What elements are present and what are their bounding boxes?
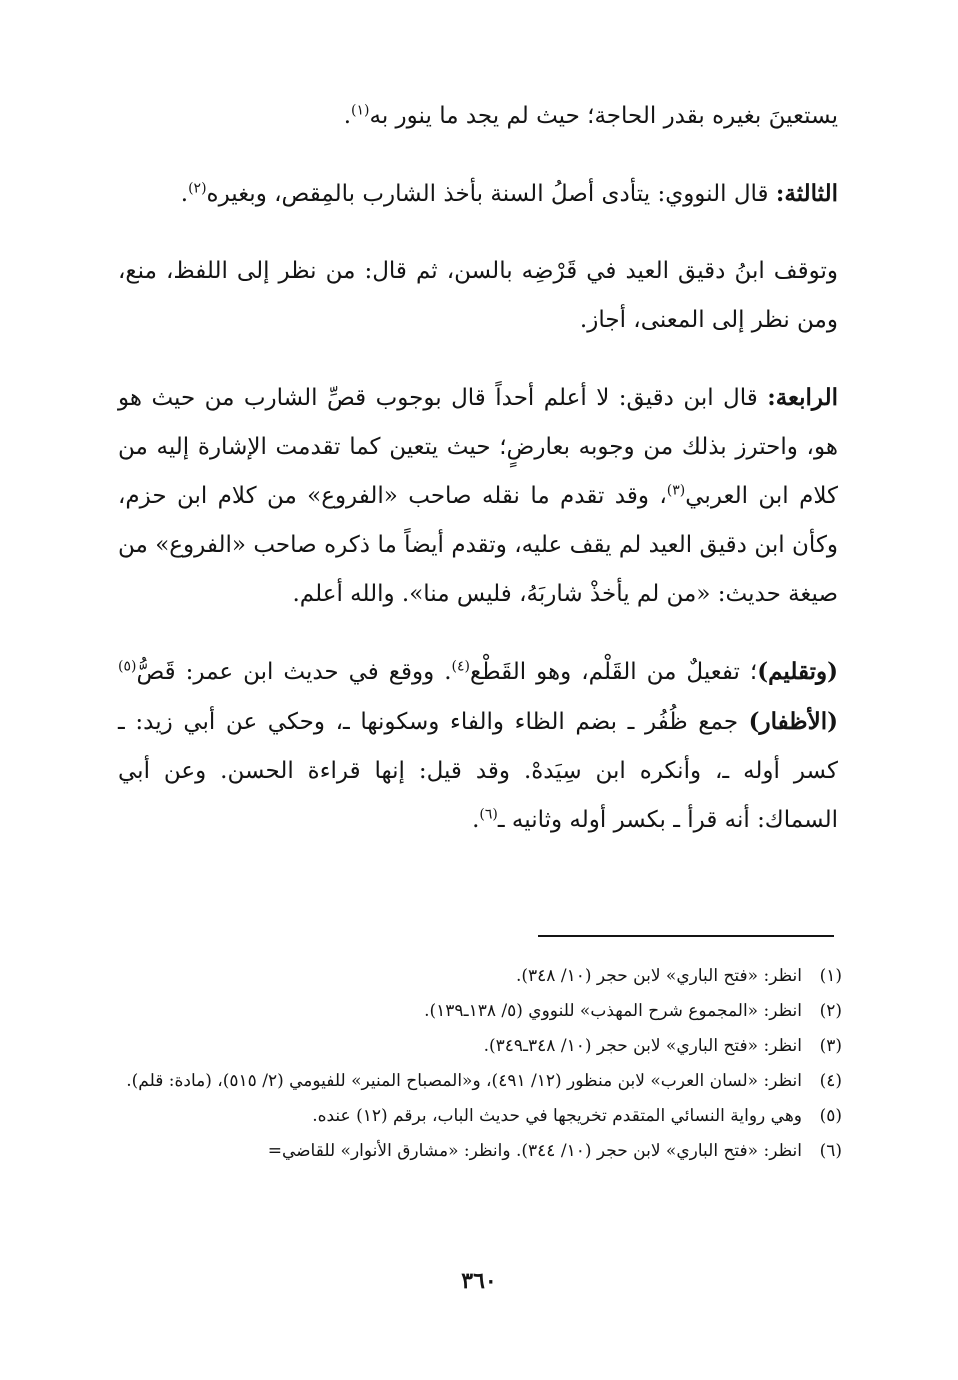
footnote-number: (٤) [819, 1071, 842, 1091]
footnote-1 [112, 962, 842, 991]
footnote-4 [112, 1067, 842, 1096]
footnotes [112, 962, 842, 1172]
page-number: ٣٦٠ [461, 1268, 497, 1294]
footnote-text: انظر: «فتح الباري» لابن حجر (١٠/ ٣٤٨ـ٣٤٩). [483, 1036, 802, 1056]
paragraph-2-heading: الثالثة: [775, 180, 838, 207]
paragraph-4-heading: الرابعة: [767, 384, 838, 411]
footnote-2 [112, 997, 842, 1026]
paragraph-4 [118, 373, 838, 619]
footnote-text: انظر: «فتح الباري» لابن حجر (١٠/ ٣٤٤). وانظر: «مشارق الأنوار» للقاضي= [267, 1141, 802, 1161]
footnote-separator [538, 935, 834, 937]
footnote-3 [112, 1032, 842, 1061]
paragraph-4-tail: ، وقد تقدم ما نقله صاحب «الفروع» من كلام ابن حزم، وكأن ابن دقيق العيد لم يقف عليه، وتقدم أيضاً ما ذكره صاحب «الفروع» من صيغة حديث: «من لم يأخذْ شاربَهُ، فليس منا». والله أعلم. [118, 483, 838, 607]
footnote-6 [112, 1137, 842, 1166]
footnote-number: (٣) [819, 1036, 842, 1056]
main-text [118, 92, 838, 845]
paragraph-2 [118, 169, 838, 219]
footnote-text: انظر: «المجموع شرح المهذب» للنووي (٥/ ١٣٨ـ١٣٩). [424, 1001, 802, 1021]
footnote-number: (٦) [819, 1141, 842, 1161]
footnote-ref-1: (١) [351, 102, 370, 119]
paragraph-5-tail-2: جمع ظُفُر ـ بضم الظاء والفاء وسكونها ـ، وحكي عن أبي زيد: ـ كسر أوله ـ، وأنكره ابن سِيَدهْ. وقد قيل: إنها قراءة الحسن. وعن أبي السماك: أنه قرأ ـ بكسر أوله وثانيه ـ [118, 709, 838, 833]
footnote-ref-2: (٢) [188, 180, 207, 197]
footnote-ref-4: (٤) [451, 658, 471, 675]
paragraph-5-term: (الأظفار) [748, 708, 838, 735]
paragraph-2-text: قال النووي: يتأدى أصلُ السنة بأخذ الشارب بالمِقص، وبغيره [206, 181, 776, 207]
footnote-number: (٥) [819, 1106, 842, 1126]
footnote-text: وهي رواية النسائي المتقدم تخريجها في حديث الباب، برقم (١٢) عنده. [312, 1106, 802, 1126]
paragraph-4-text: قال ابن دقيق: لا أعلم أحداً قال بوجوب قصِّ الشارب من حيث هو هو، واحترز بذلك من وجوبه بعارضٍ؛ حيث يتعين كما تقدمت الإشارة إليه من كلام ابن العربي [118, 385, 838, 509]
paragraph-5-text: ؛ تفعيلٌ من القَلْم، وهو القَطْع [470, 659, 758, 685]
footnote-ref-5: (٥) [118, 658, 137, 675]
paragraph-2-tail: . [180, 181, 189, 207]
paragraph-1-text: يستعينَ بغيره بقدر الحاجة؛ حيث لم يجد ما ينور به [369, 103, 838, 129]
paragraph-5-tail: . ووقع في حديث ابن عمر: قَصُّ [136, 659, 452, 685]
paragraph-5 [118, 647, 838, 845]
footnote-ref-3: (٣) [666, 482, 686, 499]
paragraph-5-tail-3: . [472, 807, 480, 833]
paragraph-1-tail: . [343, 103, 352, 129]
paragraph-1 [118, 92, 838, 141]
footnote-5 [112, 1102, 842, 1131]
paragraph-5-heading: (وتقليم) [757, 658, 839, 685]
footnote-text: انظر: «فتح الباري» لابن حجر (١٠/ ٣٤٨). [515, 966, 802, 986]
footnote-ref-6: (٦) [479, 806, 498, 823]
footnote-number: (٢) [819, 1001, 842, 1021]
footnote-number: (١) [819, 966, 842, 986]
paragraph-3 [118, 247, 838, 345]
footnote-text: انظر: «لسان العرب» لابن منظور (١٢/ ٤٩١)، و«المصباح المنير» للفيومي (٢/ ٥١٥)، (مادة: قلم). [126, 1071, 802, 1091]
paragraph-3-text: وتوقف ابنُ دقيق العيد في قَرْضِه بالسن، ثم قال: من نظر إلى اللفظ، منع، ومن نظر إلى المعنى، أجاز. [118, 258, 838, 333]
